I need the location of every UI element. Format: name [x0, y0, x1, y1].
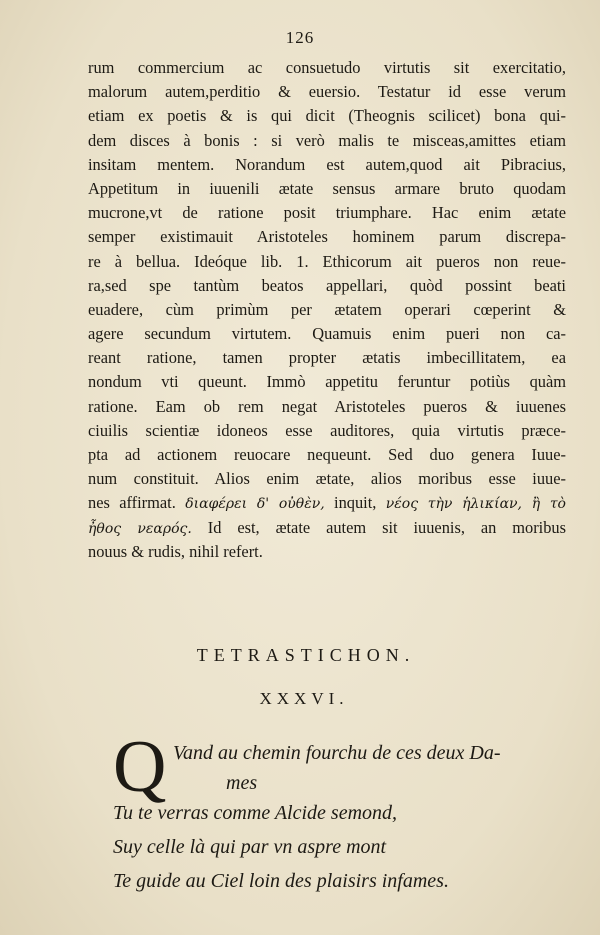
section-numeral: XXXVI. — [259, 689, 349, 708]
verse-line-2: Tu te verras comme Alcide semond, — [113, 802, 398, 824]
prose-line: euadere, cùm primùm per ætatem operari cœperint & — [88, 299, 566, 319]
prose-line-greek-1 — [88, 491, 566, 515]
greek-quote: διαφέρει δ' οὐθὲν, — [185, 496, 325, 513]
prose-line: dem disces à bonis : si verò malis te misceas,amittes etiam — [88, 130, 566, 150]
prose-line: re à bellua. Ideóque lib. 1. Ethicorum ait pueros non reue- — [88, 251, 566, 271]
prose-line: rum commercium ac consuetudo virtutis sit exercitatio, — [88, 58, 566, 77]
prose-block — [88, 56, 566, 564]
prose-line-last: nouus & rudis, nihil refert. — [88, 541, 263, 561]
prose-line: malorum autem,perditio & euersio. Testatur id esse verum — [88, 82, 566, 102]
verse-line-1: Vand au chemin fourchu de ces deux Da- — [173, 742, 501, 764]
page-number: 126 — [285, 28, 315, 47]
prose-line: pta ad actionem reuocare nequeunt. Sed duo genera Iuue- — [88, 445, 566, 464]
prose-line-greek-2 — [88, 516, 566, 540]
verse-line-1-continuation: mes — [226, 772, 258, 794]
prose-line: nondum vti queunt. Immò appetitu feruntur potiùs quàm — [88, 372, 566, 392]
prose-line: insitam mentem. Norandum est autem,quod ait Pibracius, — [88, 154, 566, 174]
prose-line: ciuilis scientiæ idoneos esse auditores, quia virtutis præce- — [88, 420, 566, 440]
prose-line: reant ratione, tamen propter ætatis imbecillitatem, ea — [88, 348, 566, 368]
prose-line: num constituit. Alios enim ætate, alios moribus esse iuue- — [88, 469, 566, 489]
section-heading: TETRASTICHON. — [196, 645, 416, 665]
prose-line: Appetitum in iuuenili ætate sensus armare bruto quodam — [88, 178, 566, 198]
prose-line: ra,sed spe tantùm beatos appellari, quòd possint beati — [88, 275, 566, 295]
prose-text: Id est, ætate autem sit iuuenis, an moribus — [207, 517, 566, 537]
prose-line: etiam ex poetis & is qui dicit (Theognis scilicet) bona qui- — [88, 106, 566, 126]
prose-line: semper existimauit Aristoteles hominem parum discrepa- — [88, 227, 566, 247]
prose-text: nes affirmat. — [88, 493, 176, 513]
prose-line: mucrone,vt de ratione posit triumphare. Hac enim ætate — [88, 203, 566, 223]
greek-quote: νέος τὴν ἡλικίαν, ἢ τὸ — [385, 496, 566, 513]
verse-line-4: Te guide au Ciel loin des plaisirs infames. — [113, 870, 449, 892]
prose-line: ratione. Eam ob rem negat Aristoteles pueros & iuuenes — [88, 396, 566, 416]
verse-line-3: Suy celle là qui par vn aspre mont — [113, 836, 387, 858]
prose-text: inquit, — [334, 493, 377, 513]
prose-line: agere secundum virtutem. Quamuis enim pueri non ca- — [88, 324, 566, 344]
greek-quote: ἦθος νεαρός. — [88, 520, 192, 537]
drop-cap: Q — [113, 726, 167, 808]
